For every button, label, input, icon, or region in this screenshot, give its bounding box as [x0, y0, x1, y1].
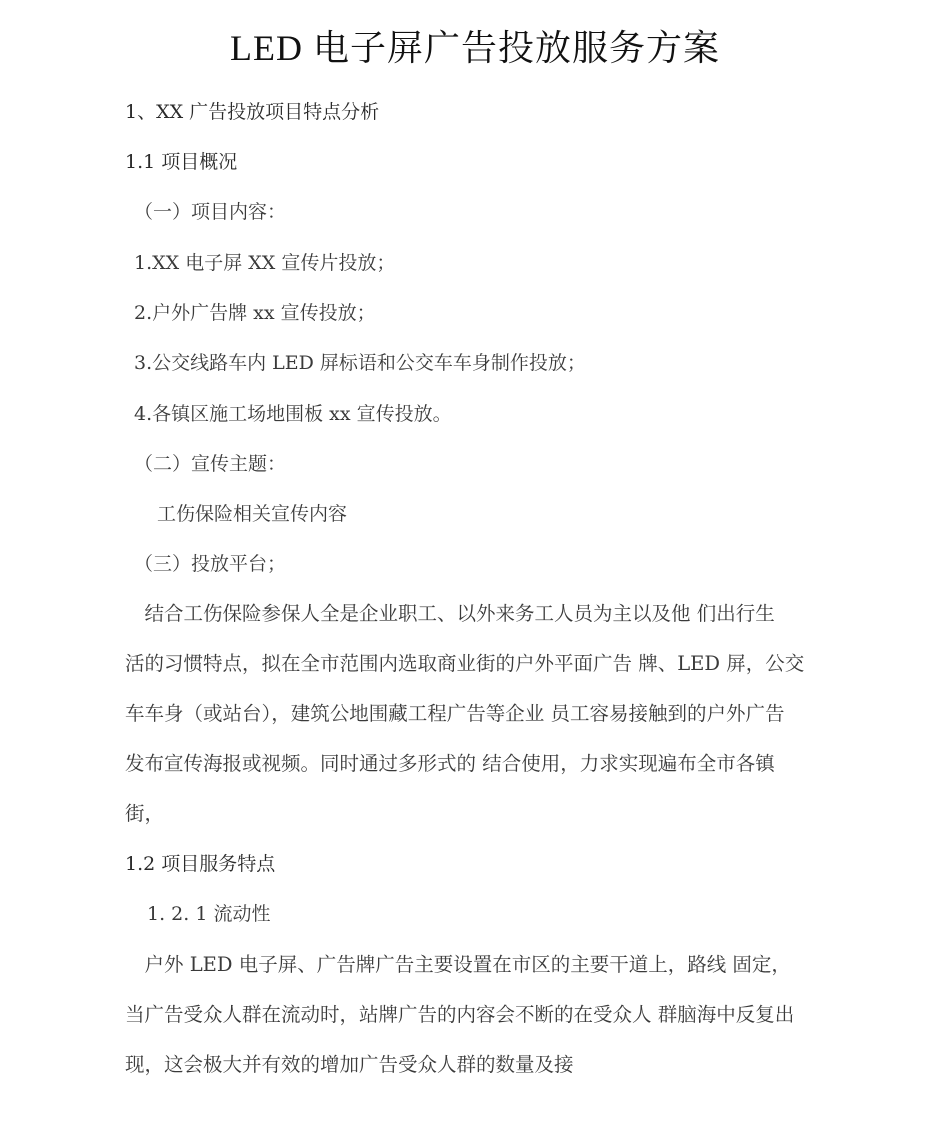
platform-paragraph [125, 589, 837, 839]
theme-text: 工伤保险相关宣传内容 [157, 503, 348, 525]
paragraph-line: 车车身（或站台），建筑公地围藏工程广告等企业 员工容易接触到的户外广告 [125, 702, 785, 725]
subheading-content: （一）项目内容： [134, 201, 287, 223]
paragraph-line: 结合工伤保险参保人全是企业职工、以外来务工人员为主以及他 们出行生 [125, 602, 775, 625]
paragraph-line: 现，这会极大并有效的增加广告受众人群的数量及接 [125, 1053, 574, 1076]
subheading-theme: （二）宣传主题： [134, 453, 287, 475]
mobility-paragraph [125, 940, 837, 1090]
paragraph-line: 当广告受众人群在流动时，站牌广告的内容会不断的在受众人 群脑海中反复出 [125, 1003, 795, 1026]
section-heading-1-2: 1.2 项目服务特点 [125, 853, 276, 875]
list-item-3: 3.公交线路车内 LED 屏标语和公交车车身制作投放； [134, 352, 586, 374]
list-item-4: 4.各镇区施工场地围板 xx 宣传投放。 [134, 403, 452, 425]
subheading-mobility: 1. 2. 1 流动性 [147, 903, 271, 925]
paragraph-line: 街， [125, 802, 165, 825]
paragraph-line: 发布宣传海报或视频。同时通过多形式的 结合使用，力求实现遍布全市各镇 [125, 752, 775, 775]
section-heading-1: 1、XX 广告投放项目特点分析 [125, 101, 380, 123]
paragraph-line: 户外 LED 电子屏、广告牌广告主要设置在市区的主要干道上，路线 固定， [125, 953, 791, 976]
subheading-platform: （三）投放平台； [134, 553, 287, 575]
section-heading-1-1: 1.1 项目概况 [125, 151, 238, 173]
list-item-1: 1.XX 电子屏 XX 宣传片投放； [134, 252, 396, 274]
paragraph-line: 活的习惯特点，拟在全市范围内选取商业街的户外平面广告 牌、LED 屏，公交 [125, 652, 805, 675]
document-title: LED 电子屏广告投放服务方案 [230, 28, 720, 68]
list-item-2: 2.户外广告牌 xx 宣传投放； [134, 302, 376, 324]
